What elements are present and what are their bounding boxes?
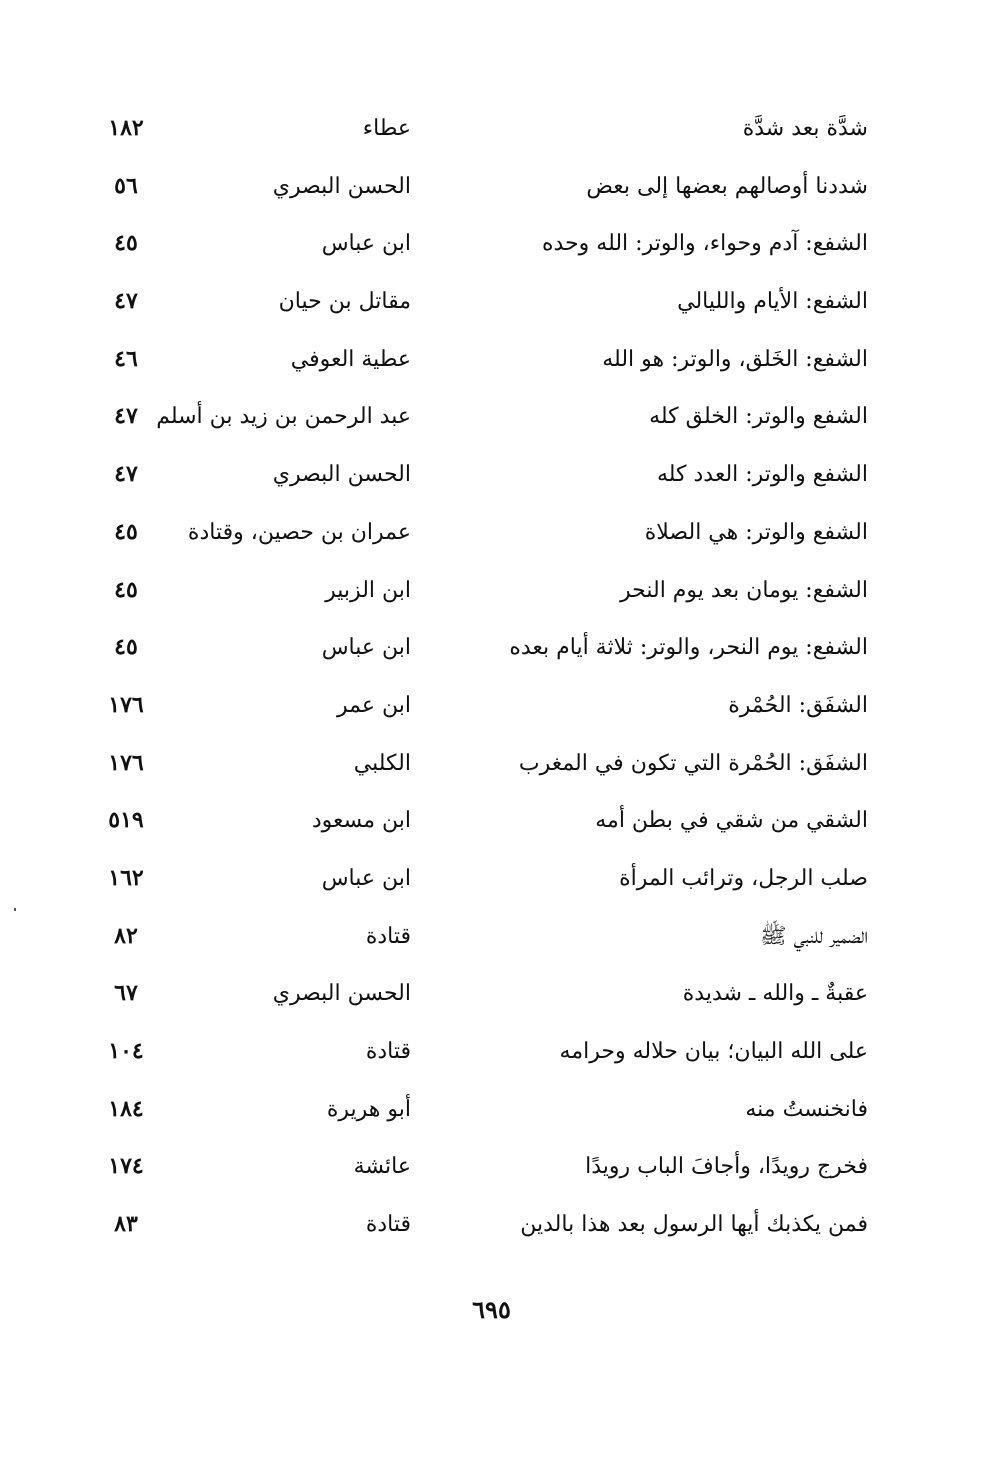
entry-page-ref: ٨٢ [114,922,138,949]
index-row [0,1196,983,1254]
entry-page-ref: ٨٣ [114,1211,138,1238]
entry-page-ref: ٤٧ [114,403,138,430]
index-table [0,100,983,1254]
entry-page-ref: ١٨٤ [108,1095,144,1122]
entry-narrator: قتادة [365,1212,411,1238]
index-row [0,677,983,735]
entry-text: الشفع: آدم وحواء، والوتر: الله وحده [541,231,868,257]
entry-narrator: أبو هريرة [326,1096,411,1122]
index-row [0,158,983,216]
index-row [0,1138,983,1196]
entry-page-ref: ٦٧ [114,980,138,1007]
entry-narrator: ابن عباس [321,635,411,661]
entry-text: الشفع: الخَلق، والوتر: هو الله [602,346,868,372]
index-row [0,388,983,446]
entry-page-ref: ١٧٦ [108,749,144,776]
index-row [0,850,983,908]
entry-text: صلب الرجل، وترائب المرأة [619,865,868,891]
entry-narrator: ابن مسعود [311,808,411,834]
entry-text: الشفع: الأيام والليالي [677,289,868,315]
index-row [0,792,983,850]
entry-text: فانخنستُ منه [745,1096,868,1122]
entry-narrator: مقاتل بن حيان [278,289,411,315]
entry-text: شددنا أوصالهم بعضها إلى بعض [586,173,868,199]
entry-page-ref: ٤٥ [114,576,138,603]
entry-page-ref: ٤٦ [114,345,138,372]
entry-page-ref: ٤٥ [114,230,138,257]
scan-speck [14,908,16,911]
index-row [0,100,983,158]
entry-page-ref: ١٦٢ [108,864,144,891]
index-row [0,1081,983,1139]
entry-narrator: الحسن البصري [272,981,411,1007]
entry-text: الشفع والوتر: العدد كله [656,462,868,488]
index-row [0,735,983,793]
entry-narrator: الكلبي [353,750,411,776]
index-row [0,908,983,966]
entry-narrator: قتادة [365,923,411,949]
entry-narrator: عطية العوفي [290,346,411,372]
index-row [0,1023,983,1081]
page-number: ٦٩٥ [472,1295,511,1324]
entry-page-ref: ٤٥ [114,518,138,545]
entry-text: فخرج رويدًا، وأجافَ الباب رويدًا [585,1154,868,1180]
index-row [0,965,983,1023]
entry-page-ref: ٤٧ [114,288,138,315]
entry-page-ref: ١٧٤ [108,1153,144,1180]
entry-text: الشقي من شقي في بطن أمه [595,808,868,834]
entry-text: على الله البيان؛ بيان حلاله وحرامه [559,1039,868,1064]
index-row [0,273,983,331]
entry-page-ref: ٥١٩ [108,807,144,834]
entry-page-ref: ٥٦ [114,172,138,199]
entry-narrator: عطاء [362,116,411,141]
index-row [0,446,983,504]
entry-text: الشفع: يومان بعد يوم النحر [620,577,868,603]
entry-narrator: ابن الزبير [325,577,411,603]
entry-text: الشفَق: الحُمْرة [728,692,868,718]
entry-text: الشفَق: الحُمْرة التي تكون في المغرب [518,750,868,776]
entry-page-ref: ١٨٢ [108,115,144,141]
index-row [0,562,983,620]
entry-narrator: الحسن البصري [272,462,411,488]
entry-page-ref: ٤٧ [114,461,138,488]
entry-text: الضمير للنبي ﷺ [760,923,868,949]
index-row [0,504,983,562]
entry-text: الشفع والوتر: الخلق كله [649,404,868,430]
entry-narrator: الحسن البصري [272,173,411,199]
entry-narrator: قتادة [365,1039,411,1064]
entry-narrator: ابن عمر [337,692,411,718]
entry-narrator: ابن عباس [321,865,411,891]
entry-narrator: عمران بن حصين، وقتادة [187,519,411,545]
entry-narrator: عائشة [353,1154,411,1180]
entry-text: الشفع والوتر: هي الصلاة [644,519,868,545]
entry-page-ref: ٤٥ [114,634,138,661]
entry-page-ref: ١٠٤ [108,1038,144,1064]
entry-text: فمن يكذبك أيها الرسول بعد هذا بالدين [520,1212,868,1238]
index-row [0,215,983,273]
entry-page-ref: ١٧٦ [108,691,144,718]
entry-text: شدَّة بعد شدَّة [742,116,868,141]
entry-text: الشفع: يوم النحر، والوتر: ثلاثة أيام بعده [509,635,868,661]
entry-text: عقبةٌ ـ والله ـ شديدة [682,981,868,1007]
entry-narrator: عبد الرحمن بن زيد بن أسلم [156,404,411,430]
index-row [0,619,983,677]
entry-narrator: ابن عباس [321,231,411,257]
index-row [0,331,983,389]
